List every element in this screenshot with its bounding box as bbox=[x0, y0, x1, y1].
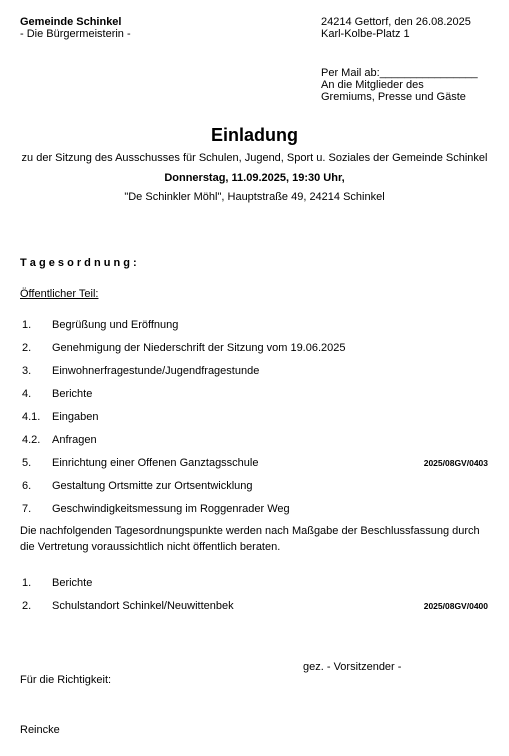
agenda-item-text: Geschwindigkeitsmessung im Roggenrader Weg bbox=[52, 503, 290, 515]
signer-name: Reincke bbox=[20, 724, 60, 736]
agenda-item-number: 4. bbox=[22, 388, 32, 400]
agenda-item-number: 3. bbox=[22, 365, 32, 377]
agenda-item-text: Einwohnerfragestunde/Jugendfragestunde bbox=[52, 365, 260, 377]
agenda-item-number: 4.1. bbox=[22, 411, 41, 423]
delivery-line-1: Per Mail ab:________________ bbox=[321, 67, 478, 79]
agenda-item-number: 5. bbox=[22, 457, 32, 469]
agenda-item bbox=[0, 318, 509, 332]
agenda-item bbox=[0, 479, 509, 493]
agenda-item-reference: 2025/08GV/0400 bbox=[423, 601, 488, 611]
agenda-item bbox=[0, 456, 509, 470]
place-date: 24214 Gettorf, den 26.08.2025 bbox=[321, 16, 471, 28]
agenda-item-number: 1. bbox=[22, 319, 32, 331]
agenda-item-reference: 2025/08GV/0403 bbox=[423, 458, 488, 468]
signature: gez. - Vorsitzender - bbox=[303, 661, 402, 673]
agenda-item-text: Schulstandort Schinkel/Neuwittenbek bbox=[52, 600, 234, 612]
agenda-item bbox=[0, 364, 509, 378]
agenda-item-number: 2. bbox=[22, 600, 32, 612]
sender-name: Gemeinde Schinkel bbox=[20, 16, 122, 28]
agenda-item-text: Anfragen bbox=[52, 434, 97, 446]
agenda-item-text: Berichte bbox=[52, 388, 93, 400]
agenda-item-text: Eingaben bbox=[52, 411, 99, 423]
nonpublic-note-line-2: die Vertretung voraussichtlich nicht öffentlich beraten. bbox=[20, 541, 281, 553]
correctness-label: Für die Richtigkeit: bbox=[20, 674, 112, 686]
agenda-item-text: Berichte bbox=[52, 577, 93, 589]
agenda-item-text: Einrichtung einer Offenen Ganztagsschule bbox=[52, 457, 259, 469]
agenda-item bbox=[0, 433, 509, 447]
sender-role: - Die Bürgermeisterin - bbox=[20, 28, 131, 40]
address: Karl-Kolbe-Platz 1 bbox=[321, 28, 410, 40]
agenda-item bbox=[0, 341, 509, 355]
agenda-heading: T a g e s o r d n u n g : bbox=[20, 257, 137, 269]
meeting-subtitle: zu der Sitzung des Ausschusses für Schulen, Jugend, Sport u. Soziales der Gemeinde Schinkel bbox=[21, 152, 488, 164]
agenda-item-text: Begrüßung und Eröffnung bbox=[52, 319, 179, 331]
agenda-item-number: 6. bbox=[22, 480, 32, 492]
agenda-item bbox=[0, 576, 509, 590]
agenda-item-number: 7. bbox=[22, 503, 32, 515]
agenda-item bbox=[0, 599, 509, 613]
agenda-item-text: Genehmigung der Niederschrift der Sitzung vom 19.06.2025 bbox=[52, 342, 346, 354]
agenda-item bbox=[0, 502, 509, 516]
agenda-item bbox=[0, 410, 509, 424]
agenda-item-text: Gestaltung Ortsmitte zur Ortsentwicklung bbox=[52, 480, 253, 492]
page-title: Einladung bbox=[211, 125, 298, 145]
delivery-line-2: An die Mitglieder des bbox=[321, 79, 424, 91]
nonpublic-note-line-1: Die nachfolgenden Tagesordnungspunkte werden nach Maßgabe der Beschlussfassung durch bbox=[20, 525, 480, 537]
agenda-item bbox=[0, 387, 509, 401]
agenda-item-number: 4.2. bbox=[22, 434, 41, 446]
meeting-datetime: Donnerstag, 11.09.2025, 19:30 Uhr, bbox=[164, 172, 345, 184]
agenda-item-number: 1. bbox=[22, 577, 32, 589]
delivery-line-3: Gremiums, Presse und Gäste bbox=[321, 91, 466, 103]
meeting-location: "De Schinkler Möhl", Hauptstraße 49, 24214 Schinkel bbox=[124, 191, 385, 203]
agenda-item-number: 2. bbox=[22, 342, 32, 354]
public-part-heading: Öffentlicher Teil: bbox=[20, 288, 99, 300]
